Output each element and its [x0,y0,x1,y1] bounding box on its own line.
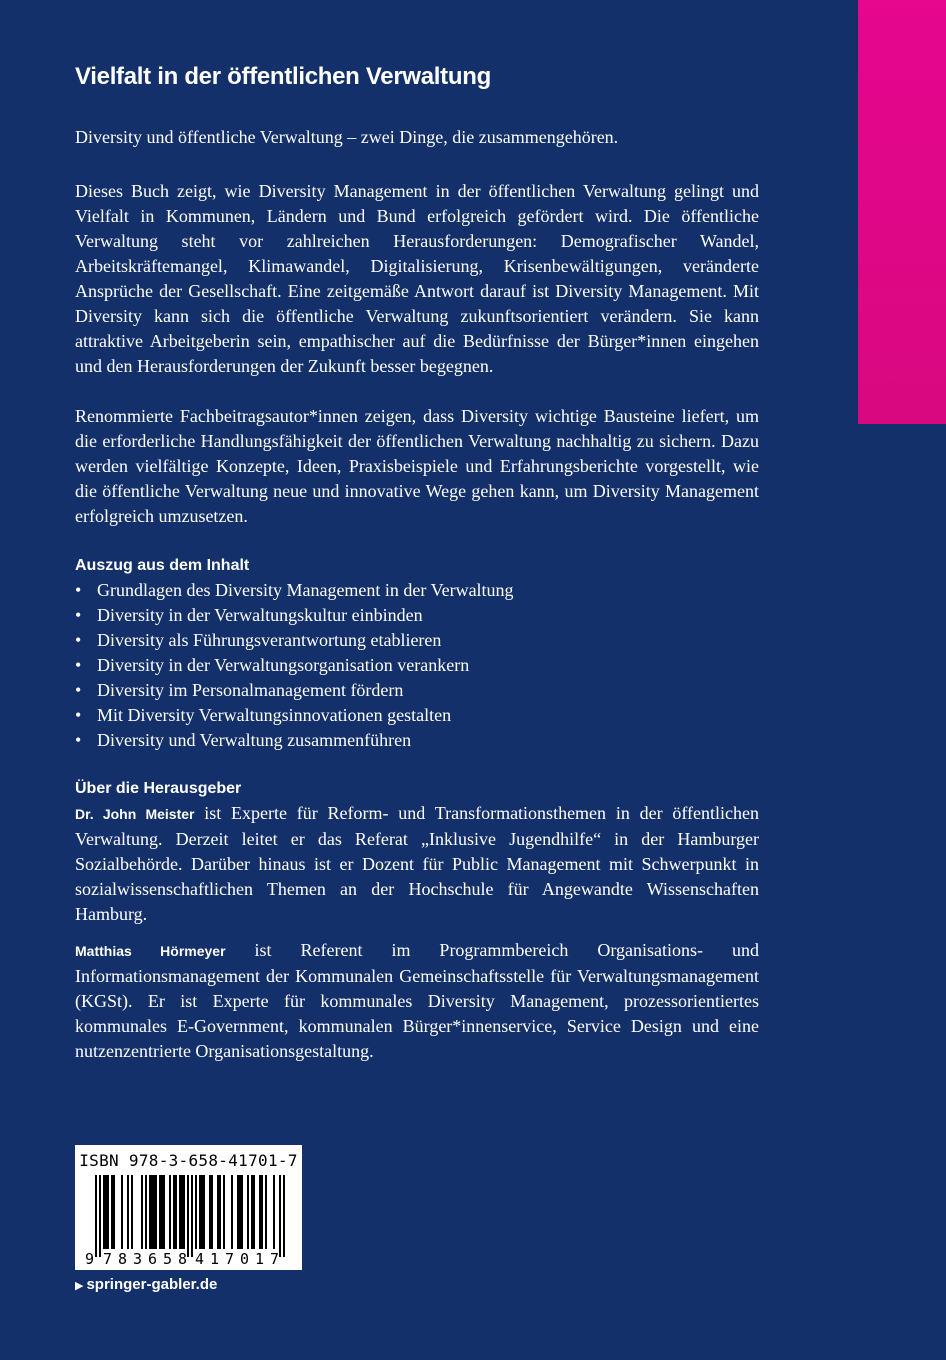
list-item: • Grundlagen des Diversity Management in der Verwaltung [75,578,759,603]
back-cover-text [75,60,759,1075]
editor-name: Matthias Hörmeyer [75,943,226,959]
barcode-bar [239,1175,241,1249]
barcode-bar [111,1175,113,1249]
barcode-digit-lead: 9 [85,1250,95,1267]
list-item: • Diversity in der Verwaltungskultur einbinden [75,603,759,628]
barcode-bar [151,1175,153,1249]
barcode-bar [181,1175,183,1249]
barcode-bar [179,1175,181,1249]
barcode-bar [155,1175,157,1249]
barcode-bar [153,1175,155,1249]
barcode-bar [261,1175,263,1249]
barcode-bar [201,1175,203,1249]
barcode-bar [253,1175,255,1249]
barcode-bar [259,1175,261,1249]
description-paragraph-2: Renommierte Fachbeitragsautor*innen zeigen, dass Diversity wichtige Bausteine liefert, um die erforderliche Handlungsfähigkeit der öffentlichen Verwaltung nachhaltig zu sichern. Dazu werden vielfältige Konzepte, Ideen, Praxisbeispiele und Erfahrungsberichte vorgestellt, wie die öffentliche Verwaltung neue und innovative Wege gehen kann, um Diversity Management erfolgreich umzusetzen. [75,406,759,526]
list-item: • Mit Diversity Verwaltungsinnovationen gestalten [75,703,759,728]
contents-heading: Auszug aus dem Inhalt [75,557,250,574]
barcode-bar [121,1175,123,1249]
barcode-bar [237,1175,239,1249]
barcode-graphic [83,1175,295,1267]
barcode-bar [203,1175,205,1249]
list-item: • Diversity als Führungsverantwortung etablieren [75,628,759,653]
barcode-bar [209,1175,211,1249]
barcode-digits-left: 783658 [103,1250,187,1267]
editor-bio-2 [75,938,759,1064]
magenta-accent-bar [858,0,946,424]
barcode-bar [183,1175,185,1249]
barcode-bar [173,1175,175,1249]
barcode-bar [247,1175,249,1249]
barcode-bar [241,1175,243,1249]
barcode-bar [273,1175,275,1249]
barcode-bar [141,1175,143,1249]
editor-text: ist Experte für Reform- und Transformationsthemen in der öffentlichen Verwaltung. Derzeit leitet er das Referat „Inklusive Jugendhilfe“ in der Hamburger Sozialbehörde. Darüber hinaus ist er Dozent für Public Management mit Schwerpunkt in sozialwissenschaftlichen Themen an der Hochschule für Angewandte Wissenschaften Hamburg. [75,803,759,924]
barcode-bar [163,1175,165,1249]
barcode-bar [161,1175,163,1249]
lead-sentence: Diversity und öffentliche Verwaltung – zwei Dinge, die zusammengehören. [75,127,619,147]
isbn-label: ISBN 978-3-658-41701-7 [79,1151,298,1170]
editors-heading: Über die Herausgeber [75,780,242,797]
barcode-bar [145,1175,147,1249]
barcode-bar [223,1175,225,1249]
barcode-bar [159,1175,161,1249]
list-item: • Diversity in der Verwaltungsorganisation verankern [75,653,759,678]
barcode-bar [199,1175,201,1249]
editor-bio-1 [75,801,759,927]
barcode-bar [217,1175,219,1249]
barcode-bar [105,1175,107,1249]
barcode-bar [99,1175,101,1257]
barcode-bar [219,1175,221,1249]
editor-name: Dr. John Meister [75,806,195,822]
barcode-bar [211,1175,213,1249]
list-item: • Diversity im Personalmanagement fördern [75,678,759,703]
triangle-arrow-icon: ▶ [75,1280,84,1292]
barcode-bar [195,1175,197,1249]
barcode-bar [175,1175,177,1249]
url-text: springer-gabler.de [86,1276,218,1293]
barcode-bar [131,1175,133,1249]
barcode-bar [107,1175,109,1249]
barcode-bar [187,1175,189,1257]
description-paragraph-1: Dieses Buch zeigt, wie Diversity Management in der öffentlichen Verwaltung gelingt und Vielfalt in Kommunen, Ländern und Bund erfolgreich gefördert wird. Die öffentliche Verwaltung steht vor zahlreichen Herausforderungen: Demografischer Wandel, Arbeitskräftemangel, Klimawandel, Digitalisierung, Krisenbewältigungen, veränderte Ansprüche der Gesellschaft. Eine zeitgemäße Antwort darauf ist Diversity Management. Mit Diversity kann sich die öffentliche Verwaltung zukunftsorientiert verändern. Sie kann attraktive Arbeitgeberin sein, empathischer auf die Bedürfnisse der Bürger*innen eingehen und den Herausforderungen der Zukunft besser begegnen. [75,181,759,376]
barcode-bar [149,1175,151,1249]
isbn-barcode [75,1145,302,1270]
barcode-bar [251,1175,253,1249]
barcode-bar [169,1175,171,1249]
barcode-bar [283,1175,285,1257]
barcode-bar [113,1175,115,1249]
barcode-bar [103,1175,105,1249]
barcode-bar [95,1175,97,1257]
barcode-bar [265,1175,267,1249]
barcode-bar [231,1175,233,1249]
publisher-url[interactable] [75,1276,217,1293]
barcode-bar [191,1175,193,1257]
barcode-bar [279,1175,281,1257]
barcode-bar [127,1175,129,1249]
contents-list [75,578,759,753]
book-title: Vielfalt in der öffentlichen Verwaltung [75,63,491,90]
list-item: • Diversity und Verwaltung zusammenführen [75,728,759,753]
editor-text: ist Referent im Programmbereich Organisations- und Informationsmanagement der Kommunalen Gemeinschaftsstelle für Verwaltungsmanagement (KGSt). Er ist Experte für kommunales Diversity Management, prozessorientiertes kommunales E-Government, kommunalen Bürger*innenservice, Service Design und eine nutzenzentrierte Organisationsgestaltung. [75,940,760,1061]
barcode-digits-right: 417017 [195,1250,279,1267]
